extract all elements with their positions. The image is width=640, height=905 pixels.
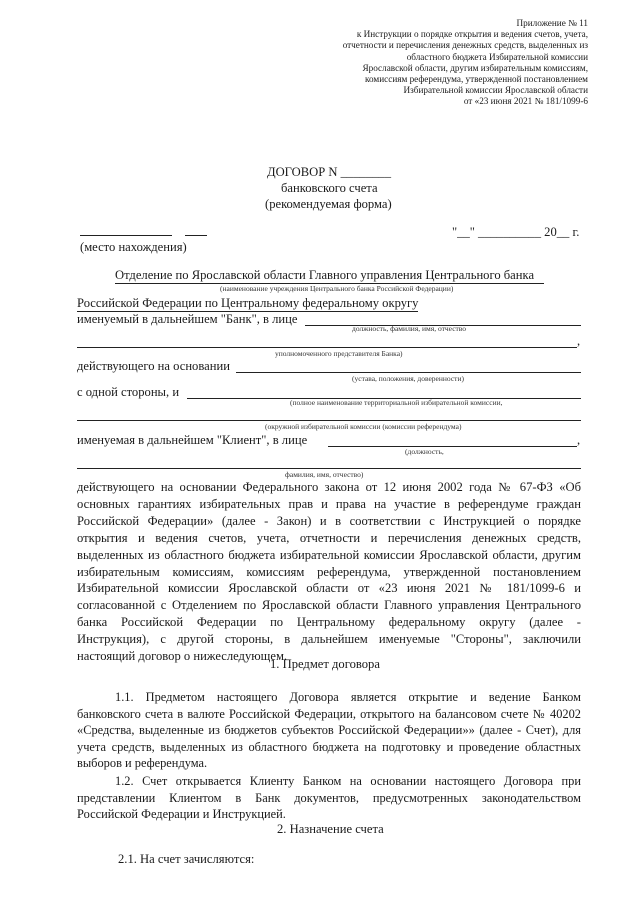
appendix-line: отчетности и перечисления денежных средств, выделенных из xyxy=(342,40,588,51)
bank-comma: , xyxy=(577,334,581,348)
clause-2-1: 2.1. На счет зачисляются: xyxy=(118,852,255,866)
appendix-note xyxy=(343,18,588,108)
place-caption: (место нахождения) xyxy=(80,240,187,254)
preamble-line: Российской Федерации» (далее - Закон) и в соответствии с Инструкцией о порядке xyxy=(77,513,581,528)
bank-representative-caption: уполномоченного представителя Банка) xyxy=(275,349,403,358)
preamble-line: банка Российской Федерации по Центральному федеральному округу (далее - xyxy=(77,615,581,630)
client-district-caption: (окружной избирательной комиссии (комиссии референдума) xyxy=(265,422,462,431)
preamble xyxy=(77,479,581,665)
appendix-line: от «23 июня 2021 № 181/1099-6 xyxy=(463,96,588,107)
clause-line: 1.2. Счет открывается Клиенту Банком на основании настоящего Договора при xyxy=(115,774,581,788)
client-fullname-caption: (полное наименование территориальной избирательной комиссии, xyxy=(290,398,503,407)
client-name-line2 xyxy=(77,420,581,421)
clause-1-1 xyxy=(77,689,581,772)
preamble-line: основных гарантиях избирательных прав и права на участие в референдуме граждан xyxy=(77,496,581,511)
preamble-line: Избирательной комиссии Ярославской области от «23 июня 2021 № 181/1099-6 и xyxy=(77,581,581,596)
bank-basis-line xyxy=(236,372,581,373)
bank-name-line2: Российской Федерации по Центральному федеральному округу xyxy=(77,296,419,310)
client-named-as: именуемая в дальнейшем "Клиент", в лице xyxy=(77,433,308,447)
place-line xyxy=(80,235,172,236)
client-representative-line2 xyxy=(77,468,581,469)
preamble-line: Инструкция), с другой стороны, в дальнейшем именуемые "Стороны", заключили xyxy=(77,632,581,647)
clause-line: 1.1. Предметом настоящего Договора является открытие и ведение Банком xyxy=(115,690,581,704)
bank-representative-line2 xyxy=(77,347,577,348)
clause-line: банковского счета в валюте Российской Федерации, открытого на балансовом счете № 40202 xyxy=(77,706,581,721)
appendix-line: областного бюджета Избирательной комиссии xyxy=(406,51,588,62)
client-one-side: с одной стороны, и xyxy=(77,385,180,399)
clause-line: представлении Клиентом в Банк документов, предусмотренных законодательством xyxy=(77,790,581,805)
appendix-line: Ярославской области, другим избирательным комиссиям, xyxy=(362,62,588,73)
appendix-line: комиссиям референдума, утвержденной постановлением xyxy=(365,74,588,85)
client-position-caption: (должность, xyxy=(405,447,444,456)
preamble-line: выделенных из областного бюджета избирательной комиссии Ярославской области, другим xyxy=(77,547,581,562)
preamble-line: согласованной с Отделением по Ярославской области Главного управления Центрального xyxy=(77,598,581,613)
client-fio-caption: фамилия, имя, отчество) xyxy=(285,470,364,479)
preamble-line: избирательным комиссиям, комиссиям референдума, утвержденной постановлением xyxy=(77,564,581,579)
preamble-line: настоящий договор о нижеследующем. xyxy=(77,649,288,664)
appendix-line: Избирательной комиссии Ярославской области xyxy=(403,85,588,96)
section-heading: 2. Назначение счета xyxy=(277,822,384,836)
bank-name-caption: (наименование учреждения Центрального банка Российской Федерации) xyxy=(220,284,454,293)
preamble-line: открытия и ведения счетов, учета, отчетности и перечисления денежных средств, xyxy=(77,530,581,545)
clause-line: выборов и референдума. xyxy=(77,756,208,771)
bank-basis-caption: (устава, положения, доверенности) xyxy=(352,374,464,383)
appendix-line: Приложение № 11 xyxy=(516,18,588,28)
bank-named-as: именуемый в дальнейшем "Банк", в лице xyxy=(77,312,298,326)
bank-position-caption: должность, фамилия, имя, отчество xyxy=(352,324,467,333)
contract-subtitle: банковского счета xyxy=(281,181,378,195)
clause-line: «Средства, выделенные из бюджетов субъектов Российской Федерации»» (далее - Счет), для xyxy=(77,723,581,738)
clause-line: Российской Федерации и Инструкцией. xyxy=(77,807,286,822)
place-line-short xyxy=(185,235,207,236)
contract-title: ДОГОВОР N ________ xyxy=(267,165,392,179)
contract-date: "__" __________ 20__ г. xyxy=(452,225,580,239)
client-representative-line xyxy=(328,446,577,447)
clause-1-2 xyxy=(77,773,581,823)
contract-form-note: (рекомендуемая форма) xyxy=(265,197,392,211)
section-heading: 1. Предмет договора xyxy=(270,657,380,671)
clause-line: учета средств, выделенных из областного бюджета на подготовку и проведение областных xyxy=(77,739,581,754)
preamble-line: действующего на основании Федерального закона от 12 июня 2002 года № 67-ФЗ «Об xyxy=(77,480,581,494)
bank-name-line1: Отделение по Ярославской области Главного управления Центрального банка xyxy=(115,268,544,284)
bank-acting-basis: действующего на основании xyxy=(77,359,230,373)
client-comma: , xyxy=(577,433,581,447)
appendix-line: к Инструкции о порядке открытия и ведения счетов, учета, xyxy=(356,29,588,40)
